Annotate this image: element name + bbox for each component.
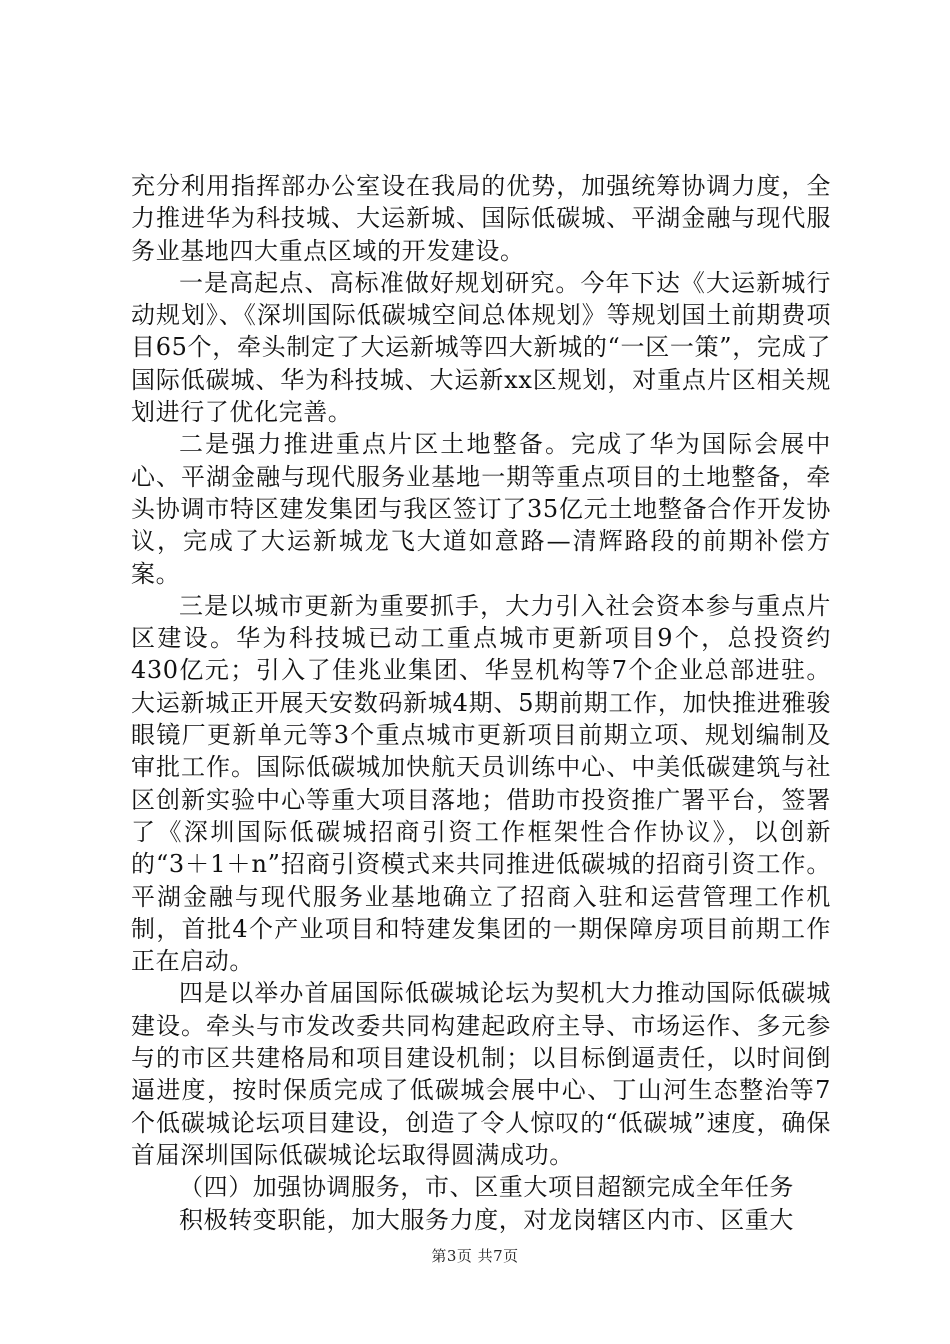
paragraph-low-carbon-forum: 四是以举办首届国际低碳城论坛为契机大力推动国际低碳城建设。牵头与市发改委共同构建起政府主导、市场运作、多元参与的市区共建格局和项目建设机制；以目标倒逼责任，以时间倒逼进度，按时保质完成了低碳城会展中心、丁山河生态整治等7个低碳城论坛项目建设，创造了令人惊叹的“低碳城”速度，确保首届深圳国际低碳城论坛取得圆满成功。 xyxy=(131,979,831,1169)
paragraph-intro: 充分利用指挥部办公室设在我局的优势，加强统筹协调力度，全力推进华为科技城、大运新城、国际低碳城、平湖金融与现代服务业基地四大重点区域的开发建设。 xyxy=(131,172,831,265)
page-number-footer: 第3页 共7页 xyxy=(431,1247,519,1265)
paragraph-land-preparation: 二是强力推进重点片区土地整备。完成了华为国际会展中心、平湖金融与现代服务业基地一期等重点项目的土地整备，牵头协调市特区建发集团与我区签订了35亿元土地整备合作开发协议，完成了大运新城龙飞大道如意路—清辉路段的前期补偿方案。 xyxy=(131,430,831,588)
paragraph-urban-renewal: 三是以城市更新为重要抓手，大力引入社会资本参与重点片区建设。华为科技城已动工重点城市更新项目9个，总投资约430亿元；引入了佳兆业集团、华昱机构等7个企业总部进驻。大运新城正开展天安数码新城4期、5期前期工作，加快推进雅骏眼镜厂更新单元等3个重点城市更新项目前期立项、规划编制及审批工作。国际低碳城加快航天员训练中心、中美低碳建筑与社区创新实验中心等重大项目落地；借助市投资推广署平台，签署了《深圳国际低碳城招商引资工作框架性合作协议》，以创新的“3＋1＋n”招商引资模式来共同推进低碳城的招商引资工作。平湖金融与现代服务业基地确立了招商入驻和运营管理工作机制，首批4个产业项目和特建发集团的一期保障房项目前期工作正在启动。 xyxy=(131,591,831,976)
section-heading: （四）加强协调服务，市、区重大项目超额完成全年任务 xyxy=(179,1173,794,1202)
document-body xyxy=(131,170,831,1236)
paragraph-services: 积极转变职能，加大服务力度，对龙岗辖区内市、区重大 xyxy=(179,1205,794,1234)
paragraph-planning: 一是高起点、高标准做好规划研究。今年下达《大运新城行动规划》、《深圳国际低碳城空间总体规划》等规划国土前期费项目65个，牵头制定了大运新城等四大新城的“一区一策”，完成了国际低碳城、华为科技城、大运新xx区规划，对重点片区相关规划进行了优化完善。 xyxy=(131,268,831,427)
